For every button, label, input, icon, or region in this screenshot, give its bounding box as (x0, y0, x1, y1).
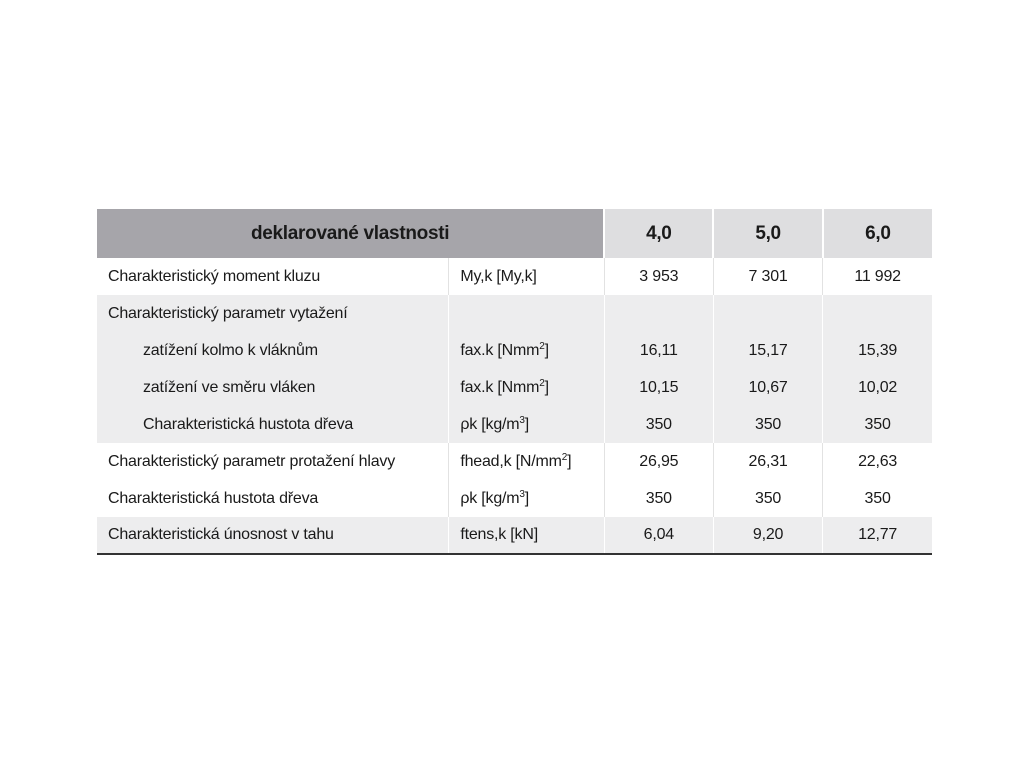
row-value: 26,95 (604, 443, 713, 480)
row-value: 350 (713, 480, 822, 517)
row-value: 10,15 (604, 369, 713, 406)
row-unit: ρk $[kg/m^3]$ (449, 406, 604, 443)
row-value: 350 (604, 480, 713, 517)
row-value: 350 (604, 406, 713, 443)
row-unit: fax.k [Nmm$^2$] (449, 332, 604, 369)
row-name: Charakteristická hustota dřeva (108, 489, 319, 507)
table-row (97, 443, 932, 480)
row-name: zatížení ve směru vláken (97, 369, 449, 406)
row-name: Charakteristický parametr vytažení (97, 295, 449, 332)
row-value: 350 (713, 406, 822, 443)
table-row (97, 332, 932, 369)
row-unit (449, 295, 604, 332)
row-value (823, 295, 932, 332)
row-name: Charakteristický parametr protažení hlavy (108, 452, 396, 470)
header-title: deklarované vlastnosti (97, 209, 604, 258)
header-variant-6: 6,0 (823, 209, 932, 258)
row-unit: fhead,k $[N/mm^2]$ (449, 443, 604, 480)
row-value: 15,17 (713, 332, 822, 369)
row-value: 350 (823, 480, 932, 517)
header-variant-4: 4,0 (604, 209, 713, 258)
table-row (97, 258, 932, 295)
row-value: 26,31 (713, 443, 822, 480)
row-value: 12,77 (823, 517, 932, 554)
row-value: 16,11 (604, 332, 713, 369)
table-row (97, 517, 932, 554)
row-value: 10,02 (823, 369, 932, 406)
row-unit: My,k [My,k] (449, 258, 604, 295)
table-row (97, 369, 932, 406)
table-row (97, 295, 932, 332)
table-header-row (97, 209, 932, 258)
row-value: 3 953 (604, 258, 713, 295)
row-value (713, 295, 822, 332)
row-value: 7 301 (713, 258, 822, 295)
row-value: 15,39 (823, 332, 932, 369)
row-value: 10,67 (713, 369, 822, 406)
row-unit: ftens,k [kN] (449, 517, 604, 554)
row-name: Charakteristická únosnost v tahu (97, 517, 449, 554)
row-name: Charakteristický moment kluzu (108, 267, 321, 285)
row-value: 6,04 (604, 517, 713, 554)
row-name: Charakteristická hustota dřeva (97, 406, 449, 443)
row-name: zatížení kolmo k vláknům (97, 332, 449, 369)
row-value (604, 295, 713, 332)
row-unit: ρk $[kg/m^3]$ (449, 480, 604, 517)
row-value: 9,20 (713, 517, 822, 554)
header-variant-5: 5,0 (713, 209, 822, 258)
row-unit: fax.k [Nmm$^2$] (449, 369, 604, 406)
properties-table (97, 209, 932, 555)
table-row (97, 480, 932, 517)
row-value: 22,63 (823, 443, 932, 480)
row-value: 11 992 (823, 258, 932, 295)
row-value: 350 (823, 406, 932, 443)
table-row (97, 406, 932, 443)
